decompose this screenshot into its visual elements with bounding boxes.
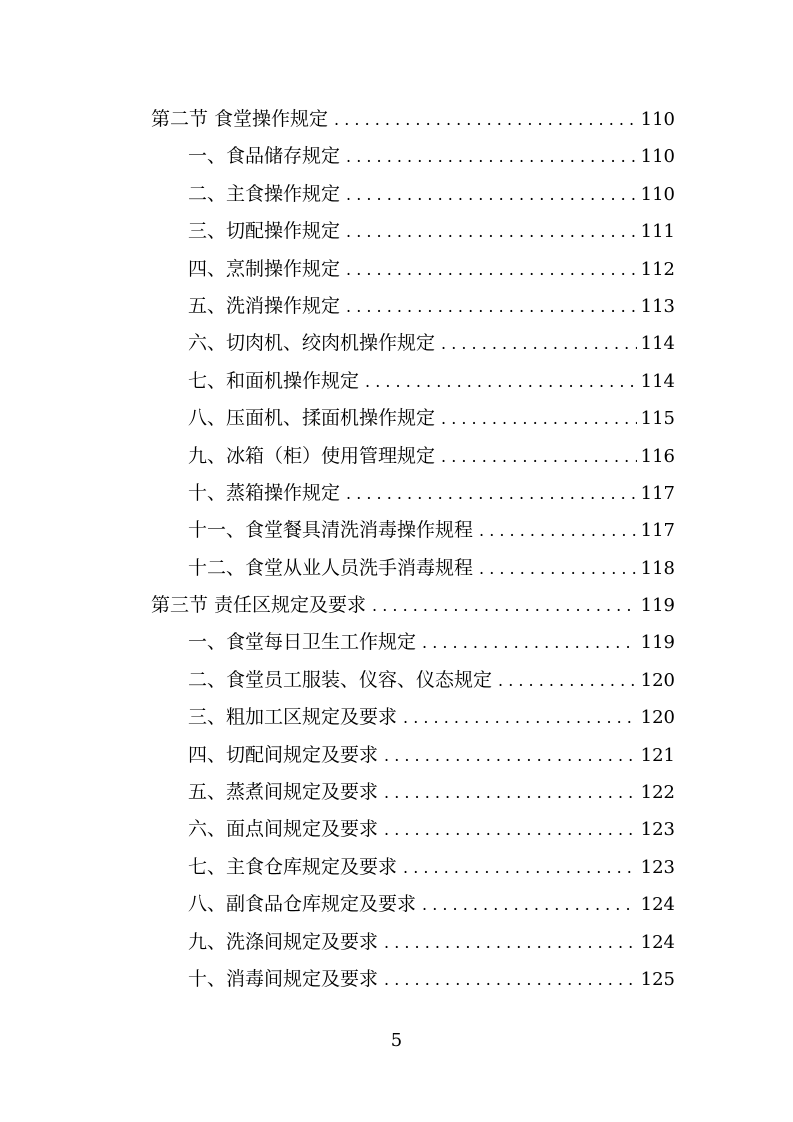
- toc-entry-title: 九、冰箱（柜）使用管理规定: [188, 444, 436, 467]
- dot-leader: [441, 400, 637, 437]
- toc-entry[interactable]: [151, 811, 675, 848]
- toc-entry-page: 123: [640, 856, 675, 878]
- toc-entry-page: 117: [640, 520, 675, 542]
- toc-entry-title: 第三节 责任区规定及要求: [151, 594, 367, 617]
- toc-entry[interactable]: [151, 924, 675, 961]
- dot-leader: [441, 325, 637, 362]
- toc-entry-page: 111: [640, 221, 675, 243]
- toc-entry-page: 124: [640, 931, 675, 953]
- dot-leader: [441, 438, 637, 475]
- toc-entry-page: 116: [640, 445, 675, 467]
- dot-leader: [384, 737, 637, 774]
- toc-entry-page: 120: [640, 669, 675, 691]
- toc-entry-page: 121: [640, 744, 675, 766]
- dot-leader: [346, 475, 637, 512]
- toc-entry-title: 八、副食品仓库规定及要求: [188, 893, 417, 916]
- toc-entry-page: 114: [640, 370, 675, 392]
- dot-leader: [346, 138, 637, 175]
- toc-entry-title: 四、烹制操作规定: [188, 257, 341, 280]
- toc-entry-page: 119: [640, 632, 675, 654]
- toc-entry[interactable]: [151, 961, 675, 998]
- toc-entry[interactable]: [151, 886, 675, 923]
- dot-leader: [479, 550, 637, 587]
- toc-entry-page: 125: [640, 968, 675, 990]
- toc-entry[interactable]: [151, 213, 675, 250]
- toc-entry-title: 六、面点间规定及要求: [188, 818, 379, 841]
- toc-entry[interactable]: [151, 774, 675, 811]
- toc-entry[interactable]: [151, 176, 675, 213]
- toc-entry[interactable]: [151, 662, 675, 699]
- toc-entry[interactable]: [151, 325, 675, 362]
- toc-entry-title: 八、压面机、揉面机操作规定: [188, 407, 436, 430]
- toc-entry[interactable]: [151, 138, 675, 175]
- toc-entry-title: 一、食堂每日卫生工作规定: [188, 631, 417, 654]
- toc-entry-title: 一、食品储存规定: [188, 145, 341, 168]
- toc-entry[interactable]: [151, 849, 675, 886]
- toc-entry[interactable]: [151, 550, 675, 587]
- dot-leader: [422, 624, 637, 661]
- dot-leader: [403, 699, 637, 736]
- toc-entry[interactable]: [151, 101, 675, 138]
- dot-leader: [346, 251, 637, 288]
- toc-entry[interactable]: [151, 512, 675, 549]
- toc-entry-title: 九、洗涤间规定及要求: [188, 930, 379, 953]
- toc-entry-page: 110: [640, 109, 675, 130]
- dot-leader: [403, 849, 637, 886]
- toc-entry[interactable]: [151, 400, 675, 437]
- toc-entry-page: 112: [640, 258, 675, 280]
- toc-entry-title: 四、切配间规定及要求: [188, 743, 379, 766]
- dot-leader: [384, 774, 637, 811]
- toc-entry-page: 118: [640, 557, 675, 579]
- dot-leader: [346, 176, 637, 213]
- toc-entry-title: 十一、食堂餐具清洗消毒操作规程: [188, 519, 474, 542]
- toc-entry-page: 114: [640, 333, 675, 355]
- toc-entry[interactable]: [151, 699, 675, 736]
- toc-entry-title: 七、主食仓库规定及要求: [188, 855, 398, 878]
- toc-entry[interactable]: [151, 624, 675, 661]
- dot-leader: [346, 288, 637, 325]
- toc-entry[interactable]: [151, 737, 675, 774]
- toc-entry-title: 十、消毒间规定及要求: [188, 967, 379, 990]
- dot-leader: [365, 363, 637, 400]
- dot-leader: [384, 924, 637, 961]
- toc-entry-title: 五、洗消操作规定: [188, 294, 341, 317]
- toc-entry-title: 十二、食堂从业人员洗手消毒规程: [188, 556, 474, 579]
- toc-entry-title: 二、主食操作规定: [188, 182, 341, 205]
- toc-entry-page: 119: [640, 595, 675, 617]
- dot-leader: [384, 961, 637, 998]
- toc-entry[interactable]: [151, 475, 675, 512]
- dot-leader: [422, 886, 637, 923]
- dot-leader: [334, 101, 637, 138]
- toc-entry-page: 124: [640, 894, 675, 916]
- dot-leader: [498, 662, 637, 699]
- table-of-contents: [151, 101, 675, 998]
- toc-entry[interactable]: [151, 438, 675, 475]
- toc-entry-title: 第二节 食堂操作规定: [151, 108, 329, 130]
- toc-entry-title: 五、蒸煮间规定及要求: [188, 781, 379, 804]
- toc-entry-title: 三、切配操作规定: [188, 220, 341, 243]
- toc-entry-page: 120: [640, 707, 675, 729]
- dot-leader: [346, 213, 637, 250]
- dot-leader: [479, 512, 637, 549]
- toc-entry[interactable]: [151, 251, 675, 288]
- toc-entry-page: 110: [640, 146, 675, 168]
- toc-entry-title: 七、和面机操作规定: [188, 369, 360, 392]
- toc-entry-page: 113: [640, 295, 675, 317]
- toc-entry[interactable]: [151, 288, 675, 325]
- toc-entry-page: 123: [640, 819, 675, 841]
- toc-entry-page: 117: [640, 482, 675, 504]
- toc-entry-page: 110: [640, 183, 675, 205]
- toc-entry[interactable]: [151, 363, 675, 400]
- toc-entry-page: 115: [640, 408, 675, 430]
- toc-entry-title: 二、食堂员工服装、仪容、仪态规定: [188, 668, 493, 691]
- toc-entry[interactable]: [151, 587, 675, 624]
- page-number: 5: [390, 1030, 403, 1051]
- toc-entry-title: 三、粗加工区规定及要求: [188, 706, 398, 729]
- toc-entry-title: 十、蒸箱操作规定: [188, 481, 341, 504]
- toc-entry-title: 六、切肉机、绞肉机操作规定: [188, 332, 436, 355]
- dot-leader: [372, 587, 637, 624]
- dot-leader: [384, 811, 637, 848]
- toc-entry-page: 122: [640, 782, 675, 804]
